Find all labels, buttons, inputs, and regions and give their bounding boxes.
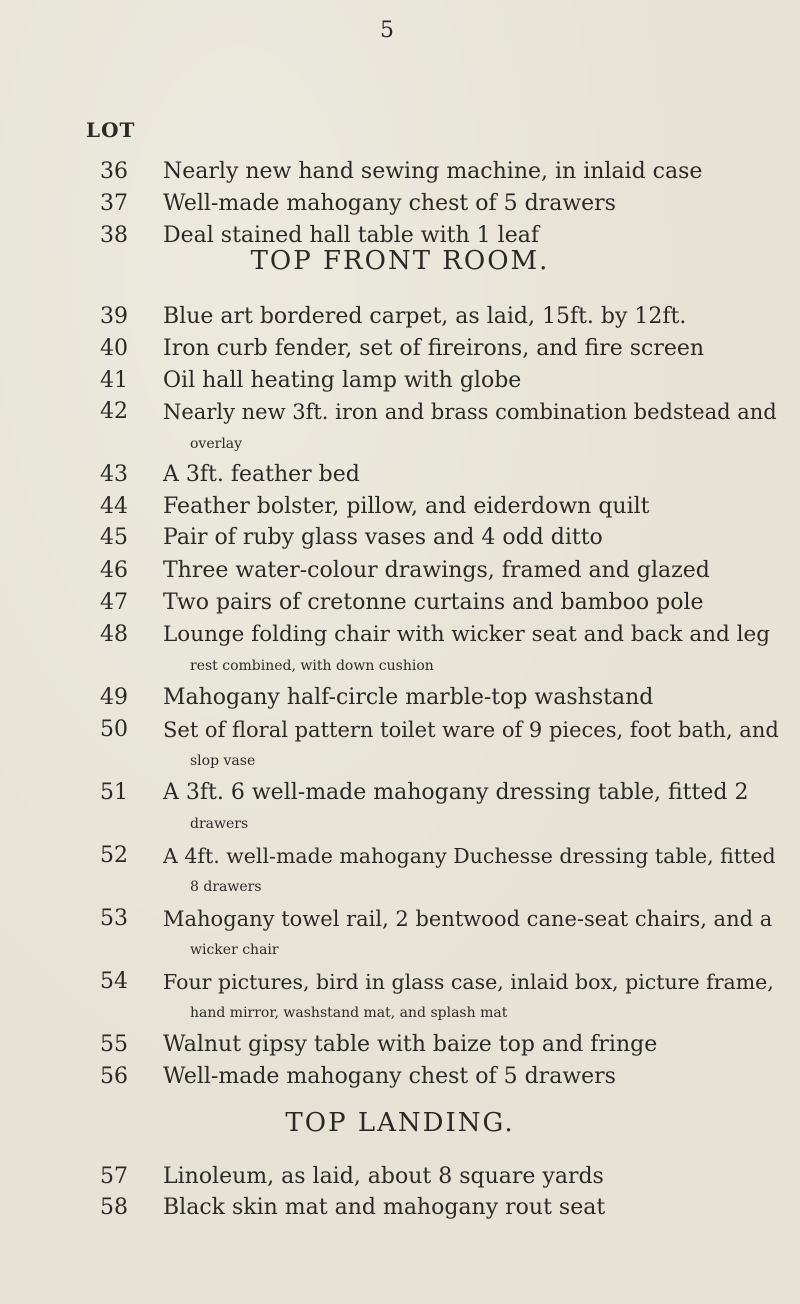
lot-description-continued: wicker chair bbox=[190, 942, 279, 958]
lot-description: Nearly new hand sewing machine, in inlaid case bbox=[163, 159, 703, 184]
lot-number: 50 bbox=[100, 717, 128, 742]
lot-description: Oil hall heating lamp with globe bbox=[163, 368, 522, 393]
lot-number: 49 bbox=[100, 685, 128, 710]
lot-description: Four pictures, bird in glass case, inlaid box, picture frame, bbox=[163, 970, 774, 994]
lot-description-continued: rest combined, with down cushion bbox=[190, 658, 434, 674]
lot-description: Iron curb fender, set of fireirons, and fire screen bbox=[163, 336, 705, 361]
lot-number: 37 bbox=[100, 191, 128, 216]
lot-number: 44 bbox=[100, 494, 128, 519]
lot-number: 55 bbox=[100, 1032, 128, 1057]
section-heading: TOP FRONT ROOM. bbox=[250, 246, 550, 276]
lot-description: A 3ft. 6 well-made mahogany dressing table, fitted 2 bbox=[163, 780, 749, 805]
lot-number: 47 bbox=[100, 590, 128, 615]
lot-description-continued: drawers bbox=[190, 816, 249, 832]
lot-description: Well-made mahogany chest of 5 drawers bbox=[163, 1064, 616, 1089]
lot-description: Pair of ruby glass vases and 4 odd ditto bbox=[163, 525, 603, 550]
lot-number: 42 bbox=[100, 399, 128, 424]
lot-description: A 4ft. well-made mahogany Duchesse dressing table, fitted bbox=[163, 844, 776, 868]
lot-number: 36 bbox=[100, 159, 128, 184]
lot-description: Nearly new 3ft. iron and brass combination bedstead and bbox=[163, 400, 777, 424]
lot-number: 48 bbox=[100, 622, 128, 647]
page-number: 5 bbox=[380, 18, 394, 43]
lot-description-continued: slop vase bbox=[190, 753, 256, 769]
lot-description: A 3ft. feather bed bbox=[163, 462, 360, 487]
lot-number: 56 bbox=[100, 1064, 128, 1089]
lot-description-continued: overlay bbox=[190, 436, 243, 452]
lot-number: 54 bbox=[100, 969, 128, 994]
lot-description: Three water-colour drawings, framed and glazed bbox=[163, 558, 710, 583]
lot-number: 45 bbox=[100, 525, 128, 550]
lot-number: 52 bbox=[100, 843, 128, 868]
lot-description: Mahogany half-circle marble-top washstand bbox=[163, 685, 654, 710]
lot-description: Mahogany towel rail, 2 bentwood cane-seat chairs, and a bbox=[163, 907, 773, 931]
lot-number: 38 bbox=[100, 223, 128, 248]
lot-number: 51 bbox=[100, 780, 128, 805]
lot-description: Black skin mat and mahogany rout seat bbox=[163, 1195, 606, 1220]
lot-description-continued: hand mirror, washstand mat, and splash mat bbox=[190, 1005, 508, 1021]
lot-number: 57 bbox=[100, 1164, 128, 1189]
section-heading: TOP LANDING. bbox=[285, 1108, 515, 1138]
lot-column-heading: LOT bbox=[86, 118, 136, 142]
lot-number: 40 bbox=[100, 336, 128, 361]
lot-number: 58 bbox=[100, 1195, 128, 1220]
lot-description-continued: 8 drawers bbox=[190, 879, 262, 895]
lot-description: Walnut gipsy table with baize top and fringe bbox=[163, 1032, 658, 1057]
lot-description: Well-made mahogany chest of 5 drawers bbox=[163, 191, 616, 216]
lot-number: 39 bbox=[100, 304, 128, 329]
lot-number: 53 bbox=[100, 906, 128, 931]
lot-number: 41 bbox=[100, 368, 128, 393]
lot-description: Set of floral pattern toilet ware of 9 pieces, foot bath, and bbox=[163, 718, 779, 742]
lot-description: Two pairs of cretonne curtains and bamboo pole bbox=[163, 590, 704, 615]
lot-description: Linoleum, as laid, about 8 square yards bbox=[163, 1164, 604, 1189]
lot-description: Lounge folding chair with wicker seat and back and leg bbox=[163, 622, 770, 647]
lot-number: 46 bbox=[100, 558, 128, 583]
lot-description: Feather bolster, pillow, and eiderdown quilt bbox=[163, 494, 650, 519]
lot-description: Blue art bordered carpet, as laid, 15ft. by 12ft. bbox=[163, 304, 687, 329]
lot-number: 43 bbox=[100, 462, 128, 487]
lot-description: Deal stained hall table with 1 leaf bbox=[163, 223, 539, 248]
